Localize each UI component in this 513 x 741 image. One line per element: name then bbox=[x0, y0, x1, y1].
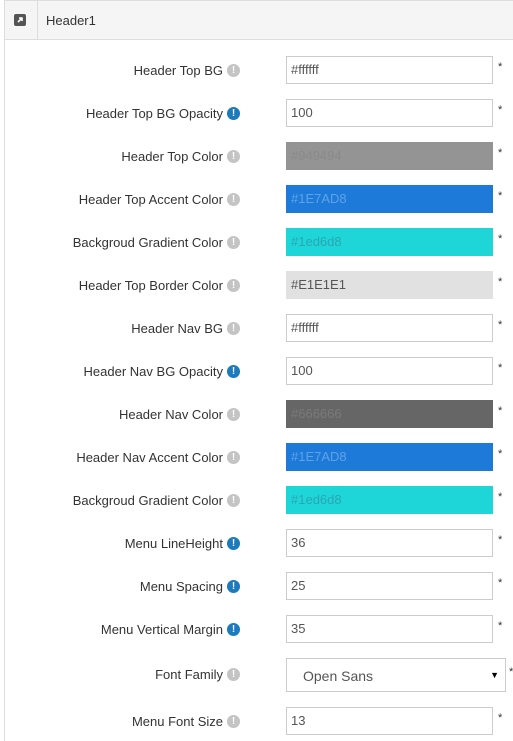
field-value: #1E7AD8 bbox=[291, 191, 347, 206]
info-icon[interactable]: ! bbox=[227, 365, 240, 378]
field-value: #E1E1E1 bbox=[291, 277, 346, 292]
required-mark: * bbox=[498, 620, 503, 632]
form-row bbox=[5, 658, 513, 688]
field-value: 13 bbox=[291, 713, 306, 728]
info-icon[interactable]: ! bbox=[227, 107, 240, 120]
info-icon[interactable]: ! bbox=[227, 451, 240, 464]
field-input[interactable] bbox=[286, 142, 493, 170]
field-label bbox=[125, 536, 240, 551]
external-link-icon bbox=[14, 14, 26, 26]
required-mark: * bbox=[498, 190, 503, 202]
field-label bbox=[73, 493, 240, 508]
required-mark: * bbox=[498, 712, 503, 724]
field-input[interactable] bbox=[286, 185, 493, 213]
field-label bbox=[140, 579, 240, 594]
field-label-text: Font Family bbox=[155, 667, 223, 682]
field-label bbox=[86, 106, 240, 121]
field-value: #1ed6d8 bbox=[291, 492, 342, 507]
required-mark: * bbox=[498, 362, 503, 374]
form-row bbox=[5, 572, 513, 602]
field-label-text: Header Top Accent Color bbox=[78, 192, 223, 207]
field-label-text: Header Nav Accent Color bbox=[76, 450, 223, 465]
field-label-text: Menu LineHeight bbox=[124, 536, 223, 551]
field-label bbox=[121, 149, 240, 164]
field-label-text: Header Top BG Opacity bbox=[85, 106, 223, 121]
required-mark: * bbox=[498, 405, 503, 417]
form-row bbox=[5, 228, 513, 258]
form-row bbox=[5, 56, 513, 86]
field-input[interactable] bbox=[286, 615, 493, 643]
form-row bbox=[5, 271, 513, 301]
form-row bbox=[5, 486, 513, 516]
field-value: #1ed6d8 bbox=[291, 234, 342, 249]
field-input[interactable] bbox=[286, 271, 493, 299]
info-icon[interactable]: ! bbox=[227, 668, 240, 681]
info-icon[interactable]: ! bbox=[227, 623, 240, 636]
form-row bbox=[5, 400, 513, 430]
info-icon[interactable]: ! bbox=[227, 150, 240, 163]
field-label bbox=[132, 714, 240, 729]
field-label-text: Menu Spacing bbox=[139, 579, 223, 594]
panel-toggle-button[interactable] bbox=[5, 1, 38, 39]
field-label bbox=[101, 622, 240, 637]
field-value: 35 bbox=[291, 621, 306, 636]
field-label-text: Header Nav BG Opacity bbox=[83, 364, 223, 379]
info-icon[interactable]: ! bbox=[227, 64, 240, 77]
required-mark: * bbox=[498, 233, 503, 245]
form-row bbox=[5, 357, 513, 387]
info-icon[interactable]: ! bbox=[227, 236, 240, 249]
field-input[interactable] bbox=[286, 99, 493, 127]
field-value: Open Sans bbox=[303, 668, 374, 684]
field-label-text: Header Top Color bbox=[121, 149, 223, 164]
required-mark: * bbox=[498, 534, 503, 546]
field-label-text: Menu Font Size bbox=[131, 714, 223, 729]
form-row bbox=[5, 99, 513, 129]
form-row bbox=[5, 185, 513, 215]
field-label-text: Header Nav BG bbox=[131, 321, 223, 336]
panel-title: Header1 bbox=[46, 13, 96, 28]
field-label-text: Header Top BG bbox=[133, 63, 223, 78]
required-mark: * bbox=[498, 276, 503, 288]
settings-panel bbox=[4, 0, 513, 741]
field-input[interactable] bbox=[286, 357, 493, 385]
required-mark: * bbox=[509, 666, 513, 678]
form-row bbox=[5, 707, 513, 737]
info-icon[interactable]: ! bbox=[227, 408, 240, 421]
field-label bbox=[79, 192, 240, 207]
field-label bbox=[131, 321, 240, 336]
field-value: #949494 bbox=[291, 148, 342, 163]
field-input[interactable] bbox=[286, 56, 493, 84]
field-input[interactable] bbox=[286, 228, 493, 256]
chevron-down-icon: ▼ bbox=[490, 670, 499, 680]
info-icon[interactable]: ! bbox=[227, 494, 240, 507]
field-label-text: Backgroud Gradient Color bbox=[72, 235, 223, 250]
form-row bbox=[5, 142, 513, 172]
field-input[interactable] bbox=[286, 443, 493, 471]
field-label-text: Menu Vertical Margin bbox=[100, 622, 223, 637]
field-value: #ffffff bbox=[291, 320, 319, 335]
field-value: #ffffff bbox=[291, 62, 319, 77]
required-mark: * bbox=[498, 147, 503, 159]
field-label bbox=[73, 235, 240, 250]
field-input[interactable] bbox=[286, 400, 493, 428]
required-mark: * bbox=[498, 319, 503, 331]
field-label bbox=[79, 278, 240, 293]
form-row bbox=[5, 615, 513, 645]
required-mark: * bbox=[498, 61, 503, 73]
form-row bbox=[5, 314, 513, 344]
required-mark: * bbox=[498, 491, 503, 503]
field-label bbox=[134, 63, 240, 78]
info-icon[interactable]: ! bbox=[227, 715, 240, 728]
field-input[interactable] bbox=[286, 314, 493, 342]
field-label bbox=[84, 364, 240, 379]
panel-header bbox=[5, 1, 513, 40]
field-label bbox=[119, 407, 240, 422]
field-input[interactable] bbox=[286, 707, 493, 735]
form-row bbox=[5, 529, 513, 559]
field-label bbox=[155, 667, 240, 682]
field-label-text: Header Top Border Color bbox=[78, 278, 223, 293]
required-mark: * bbox=[498, 104, 503, 116]
field-value: 36 bbox=[291, 535, 306, 550]
field-value: 25 bbox=[291, 578, 306, 593]
field-value: 100 bbox=[291, 105, 313, 120]
field-value: #1E7AD8 bbox=[291, 449, 347, 464]
required-mark: * bbox=[498, 577, 503, 589]
field-value: 100 bbox=[291, 363, 313, 378]
field-input[interactable] bbox=[286, 572, 493, 600]
field-input[interactable] bbox=[286, 529, 493, 557]
field-label bbox=[76, 450, 240, 465]
form-row bbox=[5, 443, 513, 473]
font-family-select[interactable] bbox=[286, 658, 506, 692]
field-input[interactable] bbox=[286, 486, 493, 514]
info-icon[interactable]: ! bbox=[227, 537, 240, 550]
info-icon[interactable]: ! bbox=[227, 580, 240, 593]
field-value: #666666 bbox=[291, 406, 342, 421]
field-label-text: Backgroud Gradient Color bbox=[72, 493, 223, 508]
info-icon[interactable]: ! bbox=[227, 279, 240, 292]
info-icon[interactable]: ! bbox=[227, 322, 240, 335]
info-icon[interactable]: ! bbox=[227, 193, 240, 206]
field-label-text: Header Nav Color bbox=[118, 407, 223, 422]
required-mark: * bbox=[498, 448, 503, 460]
